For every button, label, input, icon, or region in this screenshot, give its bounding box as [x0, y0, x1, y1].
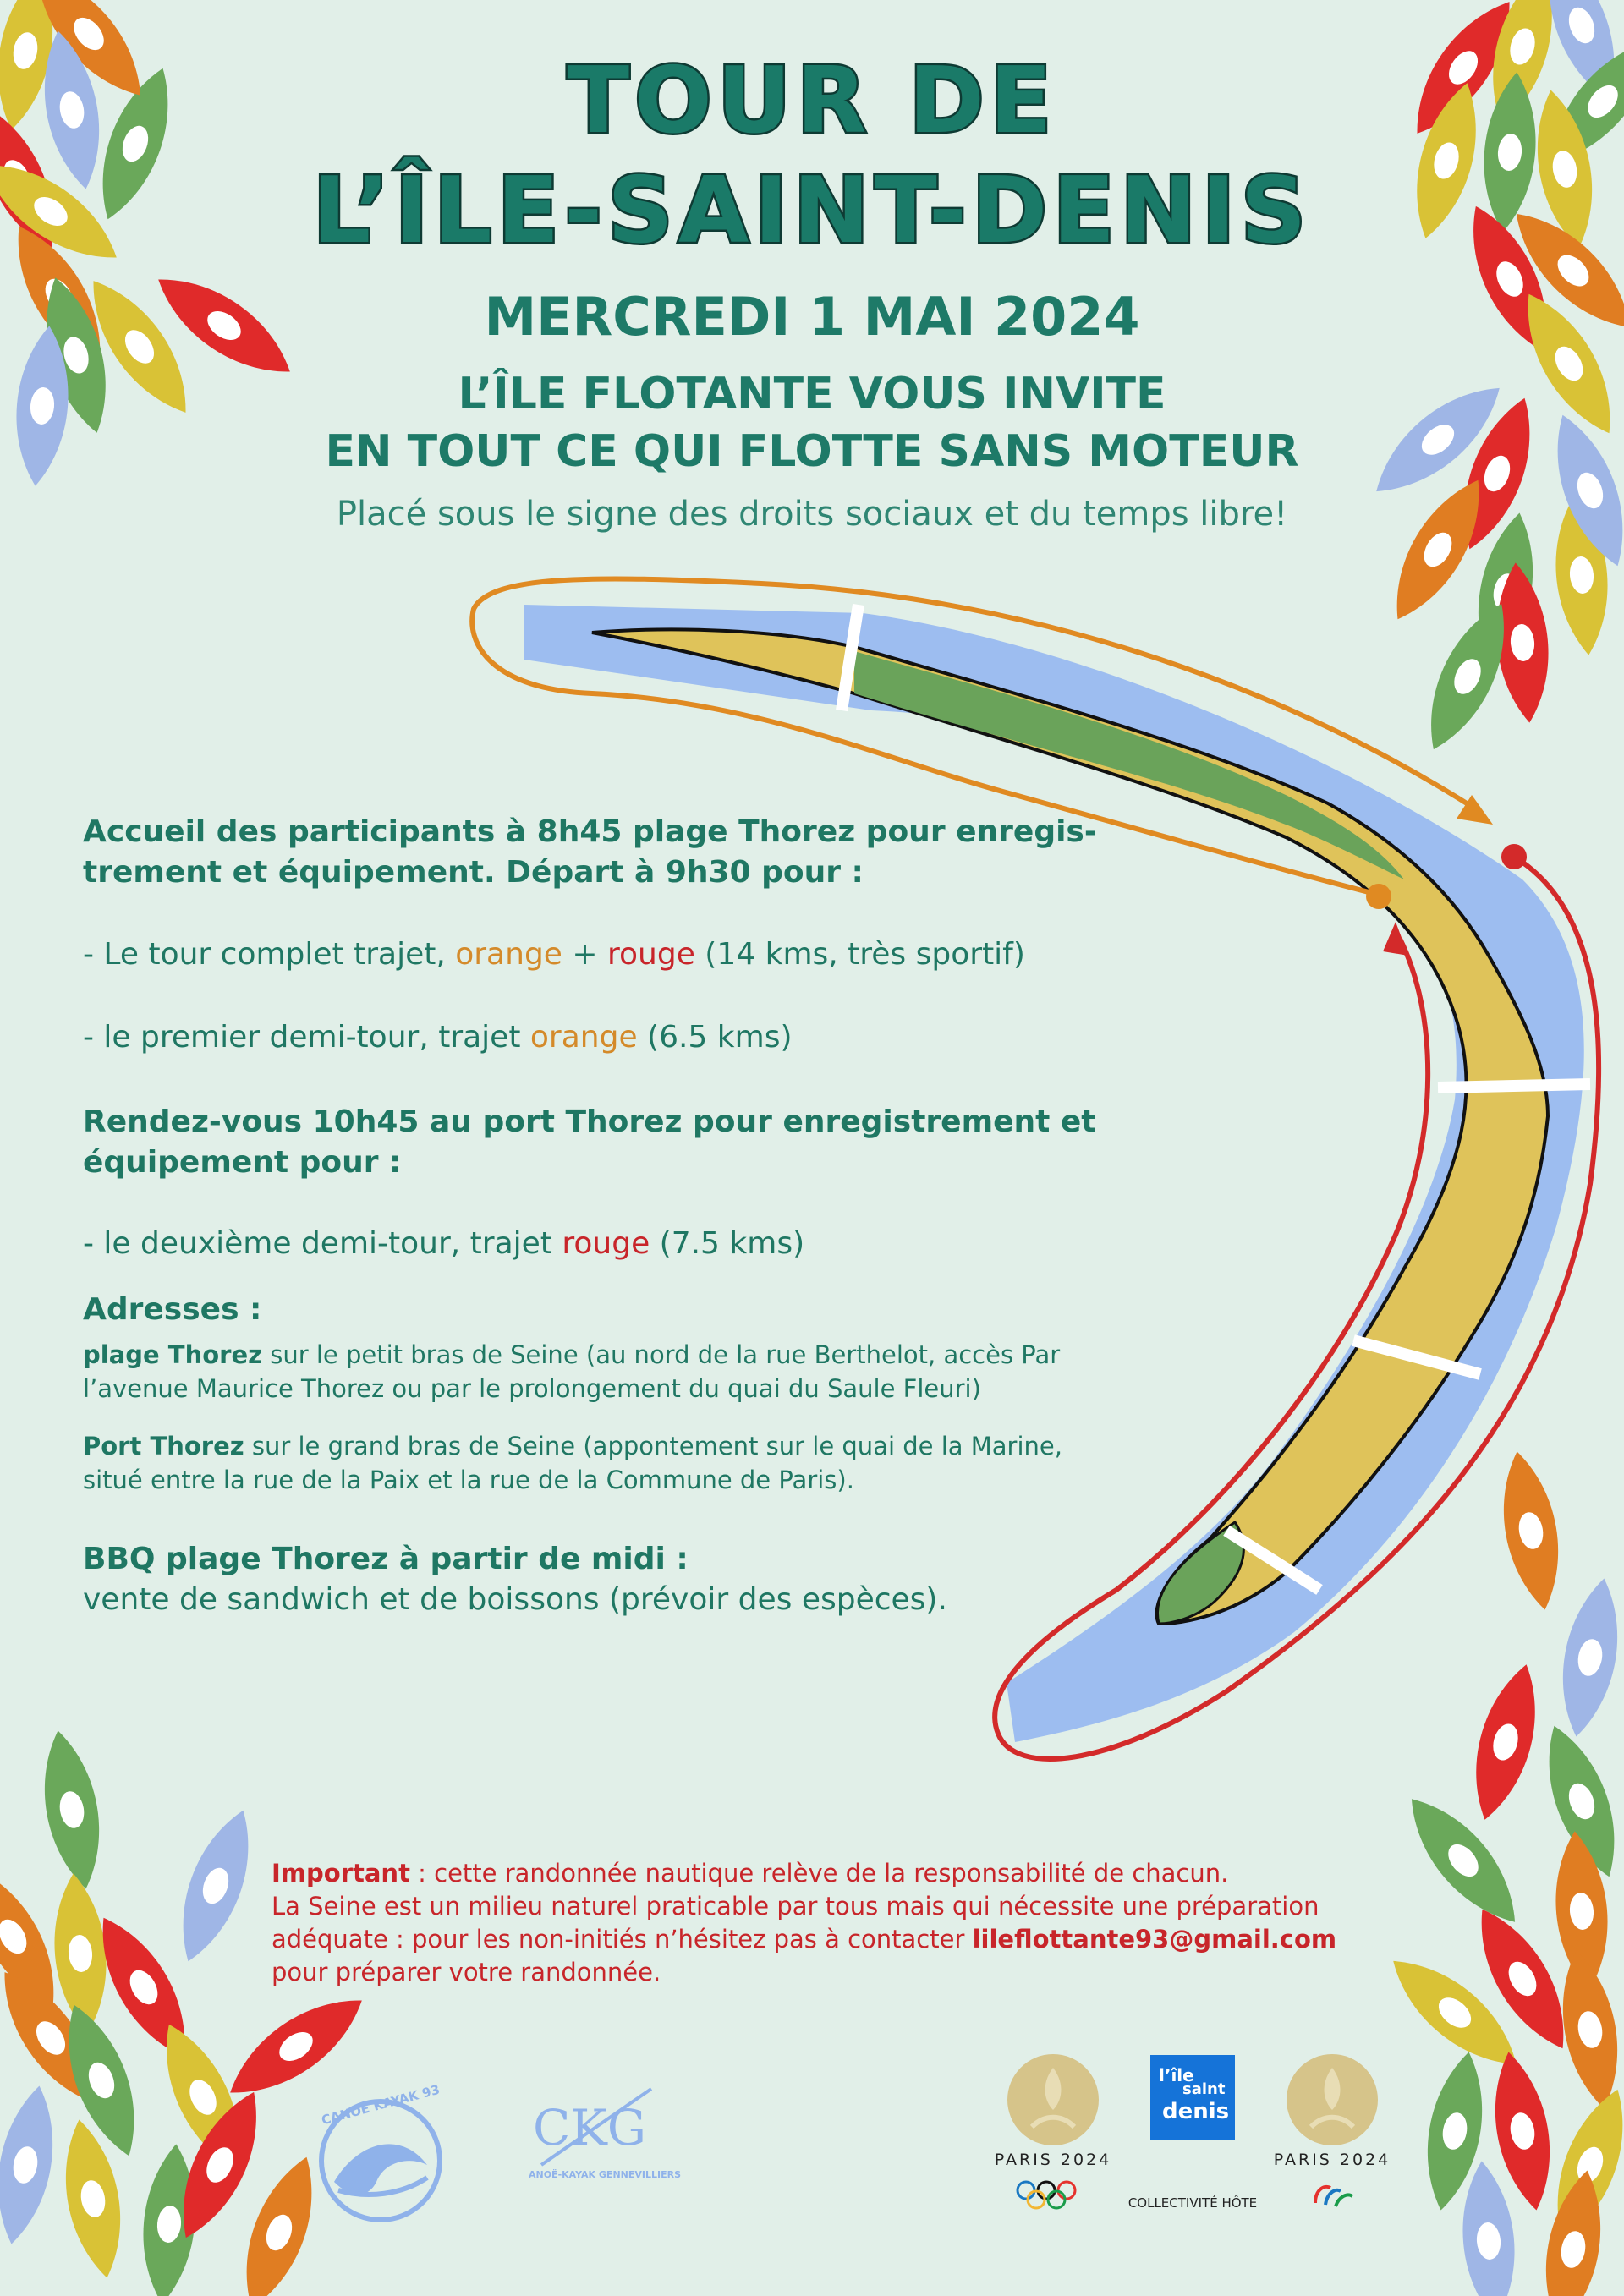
paris-2024-olympic-logo: PARIS 2024 [981, 2051, 1125, 2220]
bbq-text: vente de sandwich et de boissons (prévoir des espèces). [83, 1582, 947, 1617]
invite-line1: L’ÎLE FLOTANTE VOUS INVITE [458, 369, 1166, 419]
route-full: - Le tour complet trajet, orange + rouge (14 kms, très sportif) [83, 937, 1025, 972]
route-half2: - le deuxième demi-tour, trajet rouge (7.5 kms) [83, 1226, 805, 1261]
ckg-logo: CKG ANOË-KAYAK GENNEVILLIERS [516, 2080, 694, 2207]
invite-line2: EN TOUT CE QUI FLOTTE SANS MOTEUR [325, 426, 1299, 477]
route-orange-label: orange [455, 937, 562, 972]
rendezvous-line2: équipement pour : [83, 1145, 402, 1180]
page-title-line2: L’ÎLE-SAINT-DENIS [312, 158, 1312, 264]
accueil-line1: Accueil des participants à 8h45 plage Thorez pour enregis- [83, 814, 1097, 849]
red-start-point [1501, 844, 1527, 869]
contact-email[interactable]: lileflottante93@gmail.com [972, 1925, 1337, 1954]
addresses-heading: Adresses : [83, 1292, 262, 1327]
orange-start-point [1366, 884, 1391, 909]
tagline: Placé sous le signe des droits sociaux et du temps libre! [336, 495, 1288, 534]
accueil-line2: trement et équipement. Départ à 9h30 pour : [83, 855, 864, 890]
rendezvous-line1: Rendez-vous 10h45 au port Thorez pour enregistrement et [83, 1104, 1096, 1139]
route-red-label: rouge [607, 937, 695, 972]
bbq-heading: BBQ plage Thorez à partir de midi : [83, 1542, 689, 1576]
event-date: MERCREDI 1 MAI 2024 [484, 286, 1140, 348]
page-title-line1: TOUR DE [567, 48, 1057, 154]
address-plage: plage Thorez sur le petit bras de Seine (au nord de la rue Berthelot, accès Par l’avenue Maurice Thorez ou par le prolongement du quai du Saule Fleuri) [83, 1340, 1061, 1403]
paris-2024-paralympic-logo: PARIS 2024 [1260, 2051, 1404, 2220]
host-caption: COLLECTIVITÉ HÔTE [1127, 2195, 1258, 2211]
important-notice: Important : cette randonnée nautique relève de la responsabilité de chacun. La Seine est un milieu naturel praticable par tous mais qui nécessite une préparation adéquate : pour les non-initiés n’hésitez pas à contacter lileflottante93@gmail.com pour préparer votre randonnée. [272, 1859, 1337, 1986]
address-port: Port Thorez sur le grand bras de Seine (appontement sur le quai de la Marine, situé entre la rue de la Paix et la rue de la Commune de Paris). [83, 1432, 1062, 1494]
paralympic-agitos-icon [1307, 2178, 1358, 2211]
ile-saint-denis-logo: l’île saint denis [1150, 2055, 1235, 2140]
olympic-rings-icon [1011, 2178, 1095, 2211]
route-half1: - le premier demi-tour, trajet orange (6.5 kms) [83, 1020, 793, 1055]
route-red-label: rouge [562, 1226, 650, 1261]
canoe-kayak-93-logo: CANOE KAYAK 93 [309, 2089, 453, 2233]
route-orange-label: orange [529, 1020, 638, 1055]
